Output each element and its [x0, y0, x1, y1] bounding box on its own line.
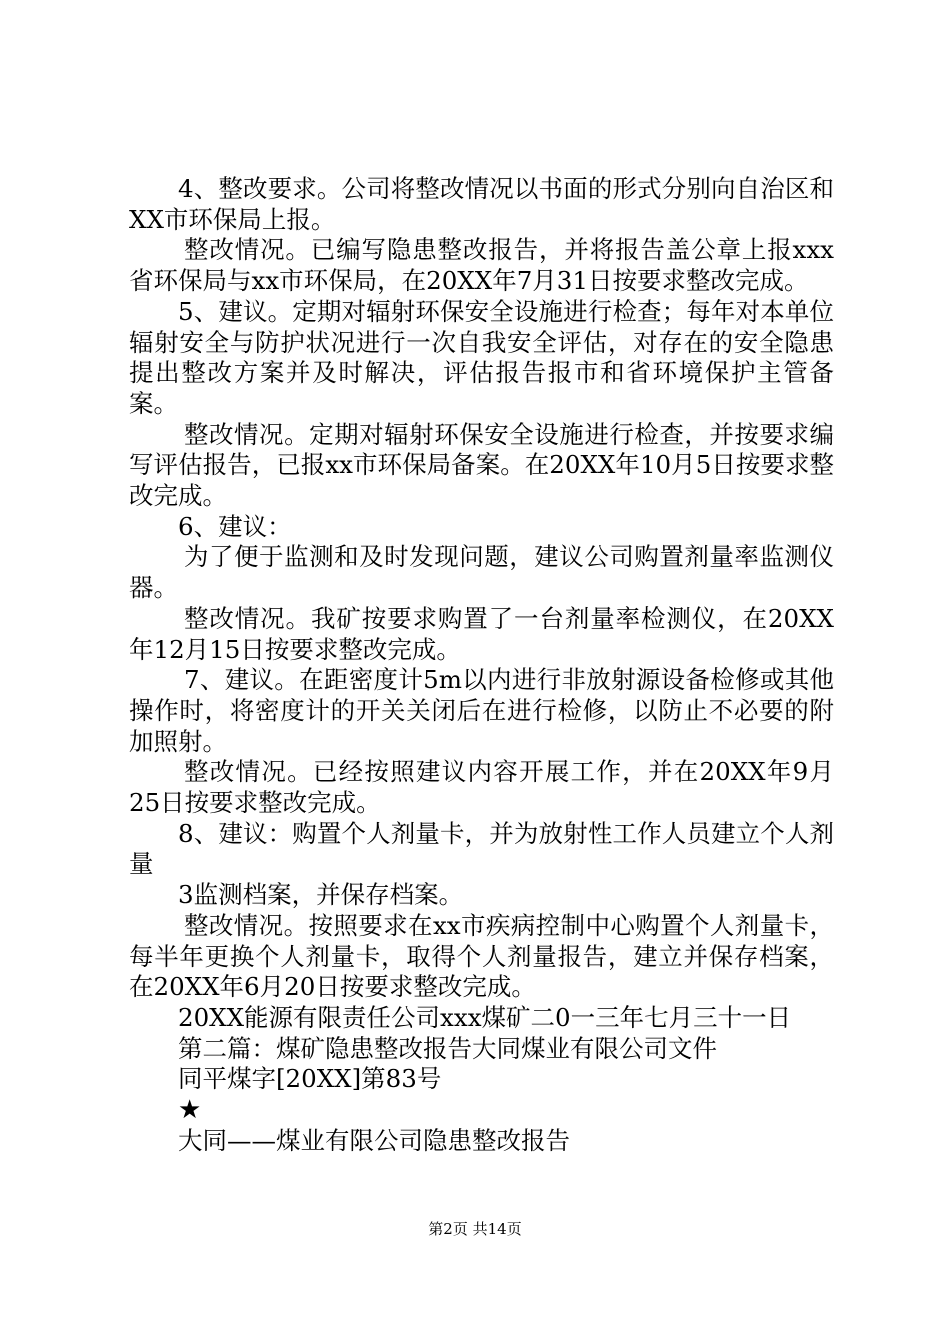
- paragraph-status-4: 整改情况。已编写隐患整改报告，并将报告盖公章上报xxx省环保局与xx市环保局，在20XX年7月31日按要求整改完成。: [129, 235, 834, 296]
- paragraph-status-5: 整改情况。定期对辐射环保安全设施进行检查，并按要求编写评估报告，已报xx市环保局备案。在20XX年10月5日按要求整改完成。: [129, 419, 834, 511]
- paragraph-suggestion-5: 5、建议。定期对辐射环保安全设施进行检查；每年对本单位辐射安全与防护状况进行一次自我安全评估，对存在的安全隐患提出整改方案并及时解决，评估报告报市和省环境保护主管备案。: [129, 296, 834, 418]
- report-title: 大同——煤业有限公司隐患整改报告: [178, 1125, 570, 1155]
- paragraph-suggestion-8: 8、建议：购置个人剂量卡，并为放射性工作人员建立个人剂量: [129, 818, 834, 879]
- document-body: [129, 174, 834, 1157]
- paragraph-suggestion-8-cont: 3监测档案，并保存档案。: [178, 880, 464, 910]
- paragraph-suggestion-6: 6、建议：: [178, 511, 292, 541]
- paragraph-status-8: 整改情况。按照要求在xx市疾病控制中心购置个人剂量卡，每半年更换个人剂量卡，取得个人剂量报告，建立并保存档案，在20XX年6月20日按要求整改完成。: [129, 910, 834, 1002]
- paragraph-suggestion-7: 7、建议。在距密度计5m以内进行非放射源设备检修或其他操作时，将密度计的开关关闭后在进行检修，以防止不必要的附加照射。: [129, 665, 834, 756]
- section-heading: 第二篇：煤矿隐患整改报告大同煤业有限公司文件: [178, 1033, 717, 1063]
- page-footer: 第2页 共14页: [428, 1220, 522, 1238]
- paragraph-suggestion-6-detail: 为了便于监测和及时发现问题，建议公司购置剂量率监测仪器。: [129, 542, 834, 603]
- paragraph-status-6: 整改情况。我矿按要求购置了一台剂量率检测仪，在20XX年12月15日按要求整改完成。: [129, 603, 834, 664]
- paragraph-status-7: 整改情况。已经按照建议内容开展工作，并在20XX年9月25日按要求整改完成。: [129, 757, 834, 818]
- paragraph-requirement-4: 4、整改要求。公司将整改情况以书面的形式分别向自治区和XX市环保局上报。: [129, 174, 834, 234]
- star-icon: ★: [178, 1095, 202, 1126]
- signature-line: 20XX能源有限责任公司xxx煤矿二0一三年七月三十一日: [178, 1002, 792, 1032]
- document-number: 同平煤字[20XX]第83号: [178, 1064, 442, 1094]
